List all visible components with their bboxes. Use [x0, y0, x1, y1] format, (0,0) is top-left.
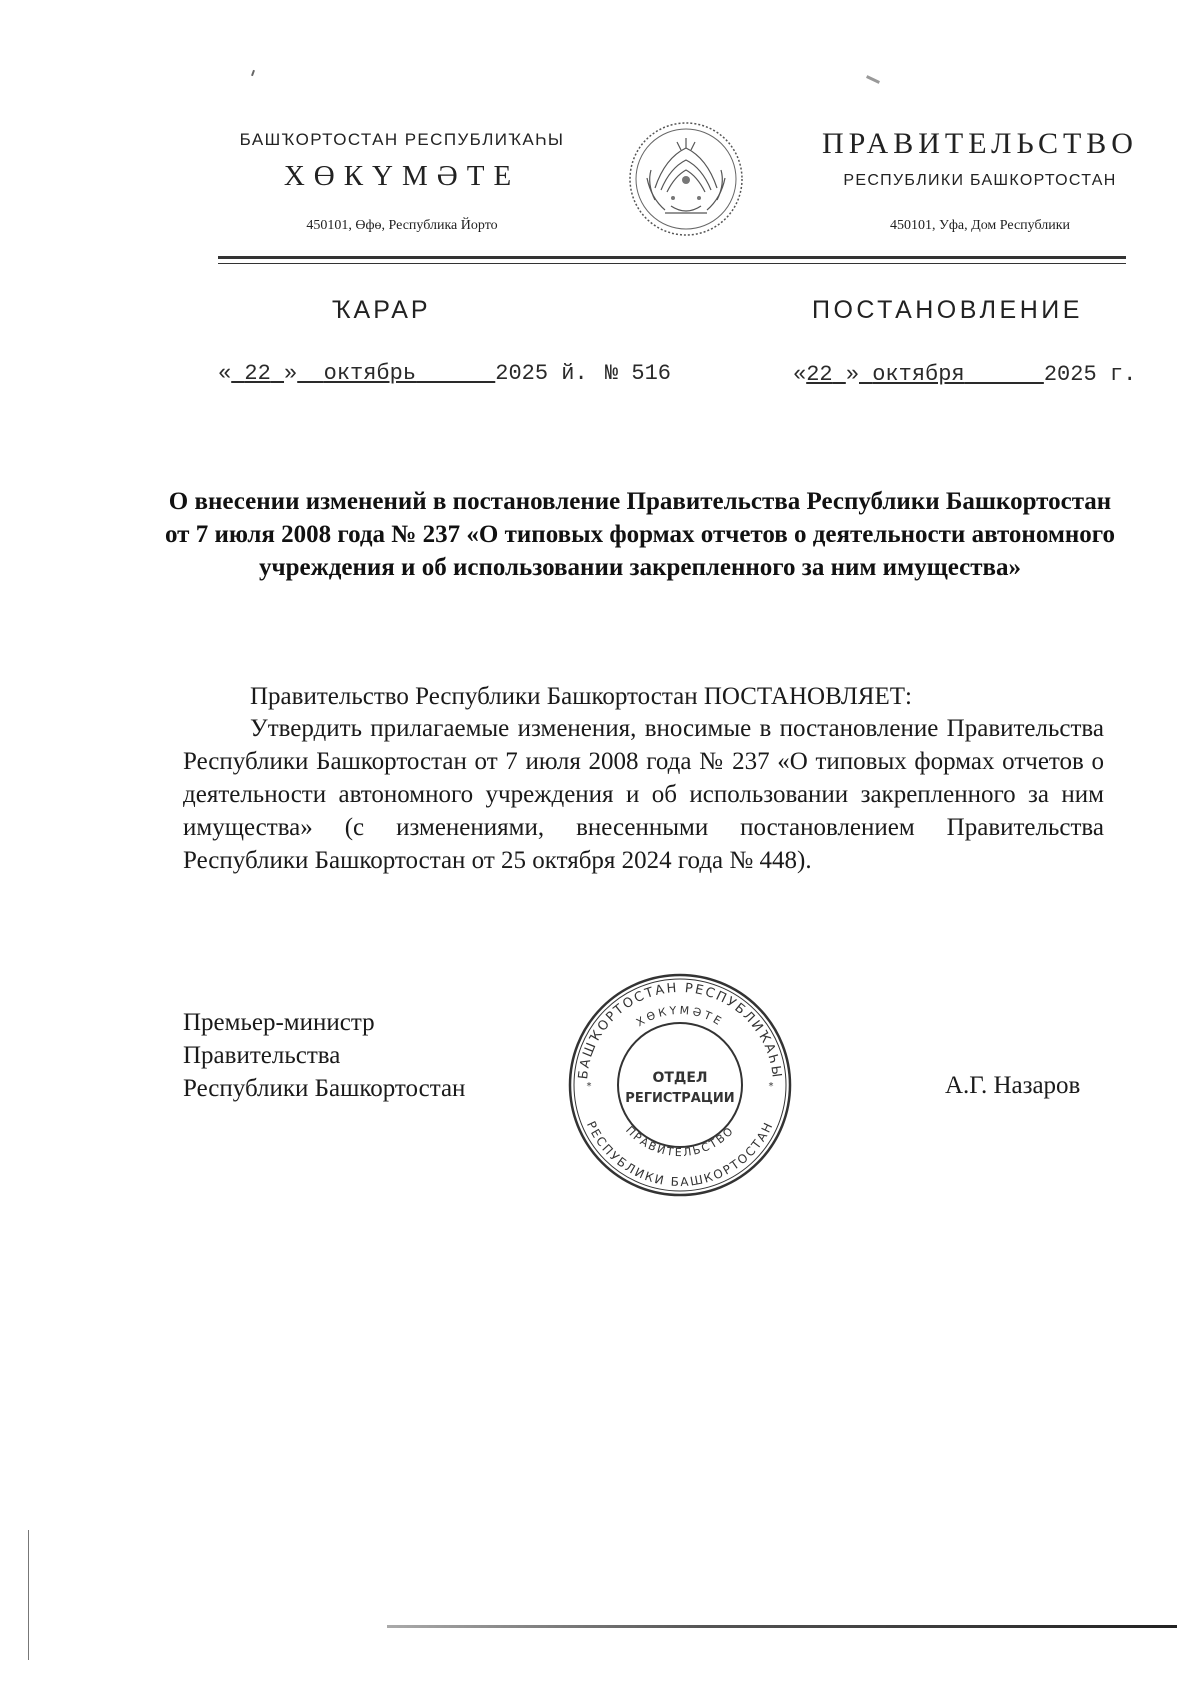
signer-position-line3: Республики Башкортостан	[183, 1075, 466, 1102]
scan-speck	[866, 75, 880, 84]
stamp-outer-bottom-text: РЕСПУБЛИКИ БАШКОРТОСТАН	[583, 1118, 777, 1190]
signer-position-line1: Премьер-министр	[183, 1009, 375, 1036]
coat-of-arms-icon	[625, 118, 747, 240]
signer-position	[183, 1006, 465, 1105]
stamp-outer-top-text: БАШҠОРТОСТАН РЕСПУБЛИҠАҺЫ	[576, 980, 784, 1081]
doc-type-bashkir: ҠАРАР	[332, 296, 431, 324]
body-paragraph: Утвердить прилагаемые изменения, вносимые в постановление Правительства Республики Башкортостан от 7 июля 2008 года № 237 «О типовых формах отчетов о деятельности автономного учреждения и об использовании закрепленного за ним имущества» (с изменениями, внесенными постановлением Правительства Республики Башкортостан от 25 октября 2024 года № 448).	[183, 715, 1104, 874]
stamp-star-right-icon: *	[768, 1081, 774, 1092]
scan-speck	[251, 70, 255, 76]
bottom-divider	[387, 1625, 1177, 1628]
stamp-star-left-icon: *	[586, 1081, 592, 1092]
doc-type-russian: ПОСТАНОВЛЕНИЕ	[812, 296, 1083, 324]
left-org-name-line1: БАШҠОРТОСТАН РЕСПУБЛИҠАҺЫ	[239, 130, 565, 149]
date-right-year: 2025 г.	[1043, 362, 1137, 387]
left-org-address: 450101, Өфө, Республика Йорто	[306, 218, 498, 233]
date-right-day: 22	[806, 362, 833, 387]
document-number: № 516	[605, 361, 672, 386]
date-left-year: 2025 й.	[495, 361, 588, 386]
stamp-inner-bottom-text: ПРАВИТЕЛЬСТВО	[623, 1123, 737, 1160]
date-left-day: 22	[244, 361, 271, 386]
date-bashkir: « 22 » октябрь 2025 й.	[218, 361, 588, 386]
stamp-inner-top-text: ХӨКҮМӘТЕ	[634, 1003, 726, 1030]
resolve-statement: Правительство Республики Башкортостан ПОСТАНОВЛЯЕТ:	[250, 683, 912, 710]
left-org-name-line2: ХӨКҮМӘТЕ	[283, 160, 521, 192]
header-divider-thick	[218, 256, 1126, 259]
header-divider-thin	[218, 263, 1126, 264]
right-org-name-line2: РЕСПУБЛИКИ БАШКОРТОСТАН	[843, 172, 1117, 189]
date-left-month: октябрь	[323, 361, 417, 386]
date-right-month: октября	[872, 362, 965, 387]
document-title: О внесении изменений в постановление Правительства Республики Башкортостан от 7 июля 2008 года № 237 «О типовых формах отчетов о деятельности автономного учреждения и об использовании закрепленного за ним имущества»	[165, 488, 1115, 581]
scan-edge-mark	[28, 1530, 29, 1660]
official-stamp	[565, 970, 795, 1200]
date-russian: «22 » октября 2025 г.	[793, 362, 1137, 387]
stamp-center-line2: РЕГИСТРАЦИИ	[625, 1091, 735, 1106]
stamp-center-line1: ОТДЕЛ	[652, 1070, 708, 1086]
right-org-address: 450101, Уфа, Дом Республики	[889, 218, 1071, 233]
signer-position-line2: Правительства	[183, 1042, 341, 1069]
right-org-name-line1: ПРАВИТЕЛЬСТВО	[822, 127, 1138, 160]
signer-name: А.Г. Назаров	[945, 1072, 1081, 1099]
